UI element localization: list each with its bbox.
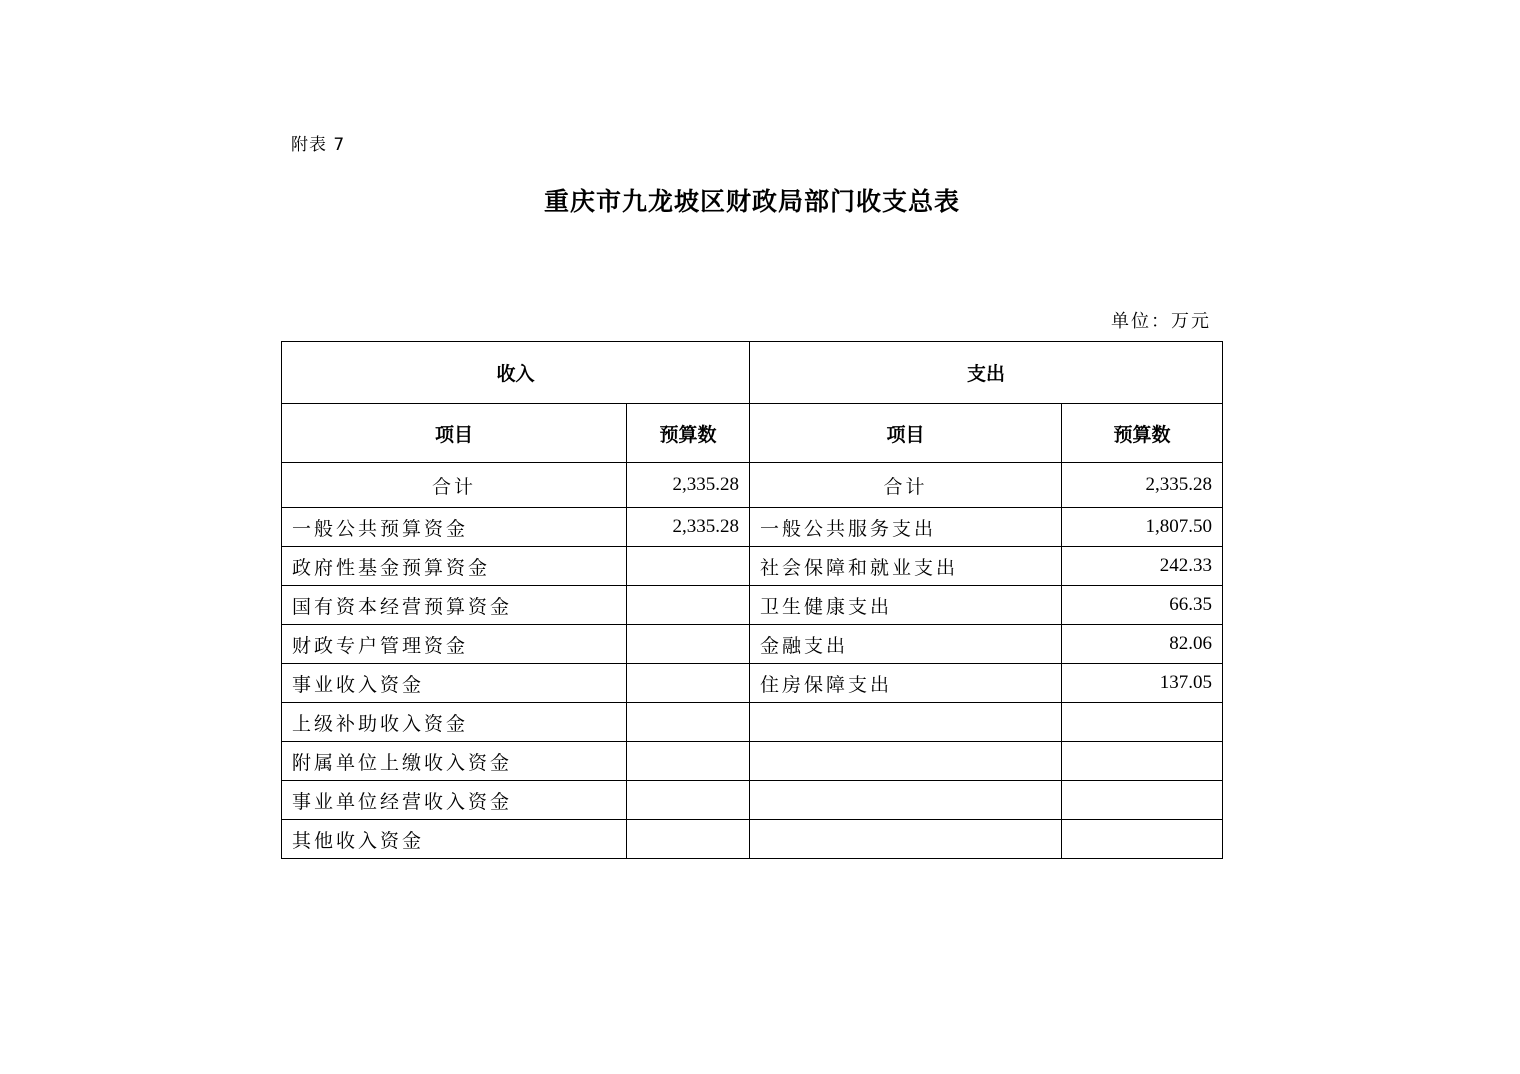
- expense-total-value: 2,335.28: [1062, 463, 1223, 508]
- income-value-cell: [627, 742, 750, 781]
- expense-value-cell: 137.05: [1062, 664, 1223, 703]
- income-value-cell: [627, 703, 750, 742]
- income-item-cell: 一般公共预算资金: [282, 508, 627, 547]
- table-row: [282, 742, 1223, 781]
- expense-total-label: 合计: [750, 463, 1062, 508]
- expense-value-cell: [1062, 742, 1223, 781]
- expense-item-cell: [750, 781, 1062, 820]
- table-row: [282, 547, 1223, 586]
- expense-value-cell: [1062, 820, 1223, 859]
- income-item-cell: 财政专户管理资金: [282, 625, 627, 664]
- income-item-header: 项目: [282, 404, 627, 463]
- income-value-cell: [627, 820, 750, 859]
- table-row: [282, 586, 1223, 625]
- income-item-cell: 事业单位经营收入资金: [282, 781, 627, 820]
- expense-value-cell: 66.35: [1062, 586, 1223, 625]
- table-row: [282, 664, 1223, 703]
- table-row: [282, 781, 1223, 820]
- table-row: [282, 703, 1223, 742]
- income-value-cell: [627, 625, 750, 664]
- header-row-columns: [282, 404, 1223, 463]
- table-row: [282, 625, 1223, 664]
- budget-summary-table: [281, 341, 1223, 859]
- expense-item-cell: 一般公共服务支出: [750, 508, 1062, 547]
- expense-item-cell: [750, 742, 1062, 781]
- expense-value-cell: [1062, 703, 1223, 742]
- income-value-cell: [627, 547, 750, 586]
- income-item-cell: 其他收入资金: [282, 820, 627, 859]
- page-title: 重庆市九龙坡区财政局部门收支总表: [543, 187, 960, 216]
- income-total-label: 合计: [282, 463, 627, 508]
- expense-item-cell: 金融支出: [750, 625, 1062, 664]
- header-row-sections: [282, 342, 1223, 404]
- income-header: 收入: [282, 342, 750, 404]
- expense-item-cell: [750, 703, 1062, 742]
- table-row: [282, 508, 1223, 547]
- expense-value-cell: 242.33: [1062, 547, 1223, 586]
- income-value-cell: 2,335.28: [627, 508, 750, 547]
- expense-header: 支出: [750, 342, 1223, 404]
- expense-amount-header: 预算数: [1062, 404, 1223, 463]
- expense-item-cell: [750, 820, 1062, 859]
- expense-value-cell: [1062, 781, 1223, 820]
- income-total-value: 2,335.28: [627, 463, 750, 508]
- income-amount-header: 预算数: [627, 404, 750, 463]
- income-item-cell: 政府性基金预算资金: [282, 547, 627, 586]
- expense-item-cell: 卫生健康支出: [750, 586, 1062, 625]
- expense-item-header: 项目: [750, 404, 1062, 463]
- unit-label: 单位：万元: [1111, 311, 1211, 332]
- income-value-cell: [627, 586, 750, 625]
- income-item-cell: 上级补助收入资金: [282, 703, 627, 742]
- expense-item-cell: 社会保障和就业支出: [750, 547, 1062, 586]
- expense-value-cell: 82.06: [1062, 625, 1223, 664]
- income-item-cell: 国有资本经营预算资金: [282, 586, 627, 625]
- income-value-cell: [627, 781, 750, 820]
- table-row: [282, 820, 1223, 859]
- total-row: [282, 463, 1223, 508]
- attachment-label: 附表 7: [291, 135, 346, 155]
- income-item-cell: 事业收入资金: [282, 664, 627, 703]
- table-body: [282, 342, 1223, 859]
- income-value-cell: [627, 664, 750, 703]
- income-item-cell: 附属单位上缴收入资金: [282, 742, 627, 781]
- expense-item-cell: 住房保障支出: [750, 664, 1062, 703]
- expense-value-cell: 1,807.50: [1062, 508, 1223, 547]
